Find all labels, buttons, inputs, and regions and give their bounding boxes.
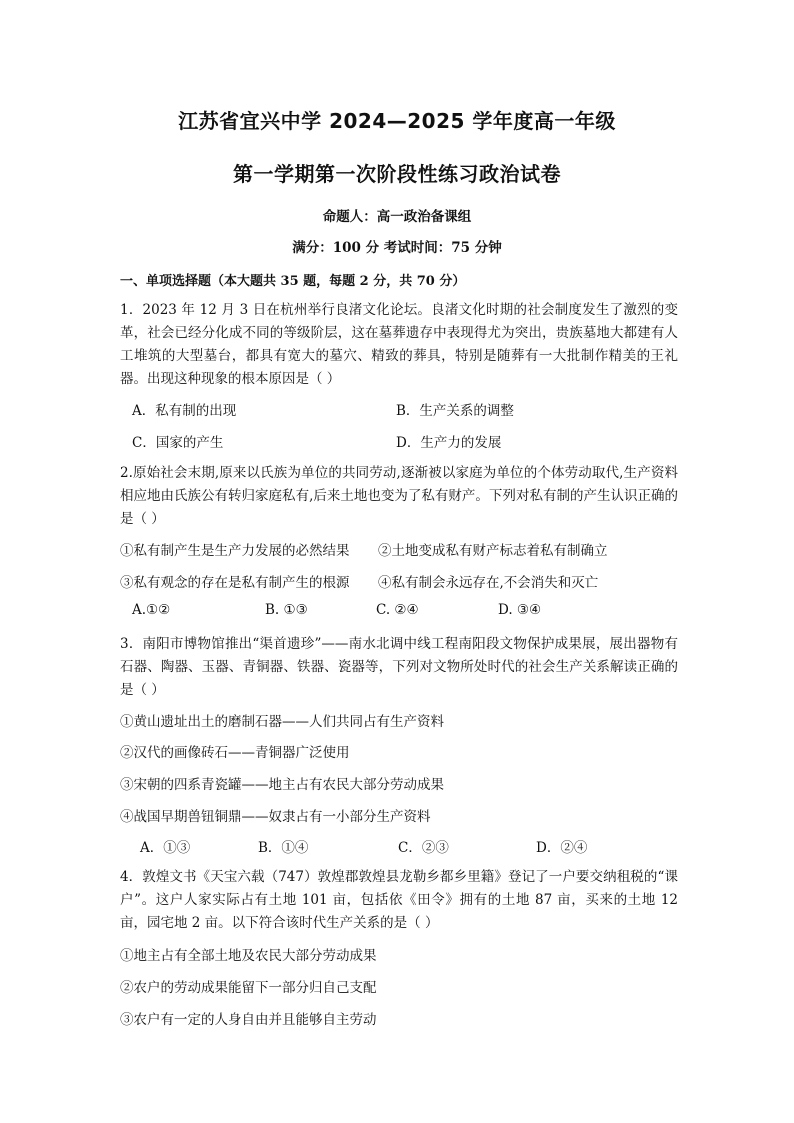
q4-statement-3: ③农户有一定的人身自由并且能够自主劳动 (120, 1012, 377, 1028)
exam-title-line1: 江苏省宜兴中学 2024—2025 学年度高一年级 (178, 109, 616, 133)
q3-statement-3: ③宋朝的四系青瓷罐——地主占有农民大部分劳动成果 (120, 777, 444, 793)
q4-statement-1: ①地主占有全部土地及农民大部分劳动成果 (120, 948, 377, 964)
q1-option-d: D．生产力的发展 (396, 435, 502, 451)
q2-option-d: D. ③④ (498, 602, 542, 618)
question-3-stem: 3．南阳市博物馆推出“渠首遗珍”——南水北调中线工程南阳段文物保护成果展，展出器物有石器、陶器、玉器、青铜器、铁器、瓷器等，下列对文物所处时代的社会生产关系解读正确的是（ ） (120, 636, 678, 698)
question-2-stem: 2.原始社会末期,原来以氏族为单位的共同劳动,逐渐被以家庭为单位的个体劳动取代,生产资料相应地由氏族公有转归家庭私有,后来土地也变为了私有财产。下列对私有制的产生认识正确的是（ ） (120, 465, 678, 527)
section-heading: 一、单项选择题（本大题共 35 题，每题 2 分，共 70 分） (120, 274, 466, 289)
q2-option-b: B. ①③ (265, 602, 308, 618)
q4-statement-2: ②农户的劳动成果能留下一部分归自己支配 (120, 980, 377, 996)
q2-statement-4: ④私有制会永远存在,不会消失和灭亡 (378, 575, 599, 591)
q2-option-c: C. ②④ (376, 602, 419, 618)
q3-option-d: D．②④ (536, 840, 588, 856)
question-1-stem: 1．2023 年 12 月 3 日在杭州举行良渚文化论坛。良渚文化时期的社会制度发生了激烈的变革，社会已经分化成不同的等级阶层，这在墓葬遗存中表现得尤为突出，贵族墓地大都建有人工堆筑的大型墓台，都具有宽大的墓穴、精致的葬具，特别是随葬有一大批制作精美的王礼器。出现这种现象的根本原因是（ ） (120, 302, 678, 387)
question-4-stem: 4．敦煌文书《天宝六载（747）敦煌郡敦煌县龙勒乡都乡里籍》登记了一户要交纳租税的“课户”。这户人家实际占有土地 101 亩，包括依《田令》拥有的土地 87 亩，买来的土地 12 亩，园宅地 2 亩。以下符合该时代生产关系的是（ ） (120, 869, 678, 931)
exam-setter: 命题人：高一政治备课组 (322, 209, 472, 225)
q2-statement-1: ①私有制产生是生产力发展的必然结果 (120, 543, 350, 559)
q2-statement-2: ②土地变成私有财产标志着私有制确立 (378, 543, 608, 559)
q3-statement-1: ①黄山遗址出土的磨制石器——人们共同占有生产资料 (120, 714, 444, 730)
q3-option-a: A．①③ (140, 840, 191, 856)
exam-title-line2: 第一学期第一次阶段性练习政治试卷 (233, 162, 561, 186)
q2-option-a: A.①② (132, 602, 171, 618)
q1-option-c: C．国家的产生 (132, 435, 224, 451)
q2-statement-3: ③私有观念的存在是私有制产生的根源 (120, 575, 350, 591)
q3-option-b: B．①④ (258, 840, 309, 856)
exam-meta: 满分：100 分 考试时间：75 分钟 (292, 240, 502, 256)
q3-statement-4: ④战国早期兽钮铜鼎——奴隶占有一小部分生产资料 (120, 809, 431, 825)
q1-option-a: A．私有制的出现 (132, 403, 237, 419)
q3-statement-2: ②汉代的画像砖石——青铜器广泛使用 (120, 745, 350, 761)
q1-option-b: B．生产关系的调整 (396, 403, 514, 419)
q3-option-c: C．②③ (398, 840, 449, 856)
